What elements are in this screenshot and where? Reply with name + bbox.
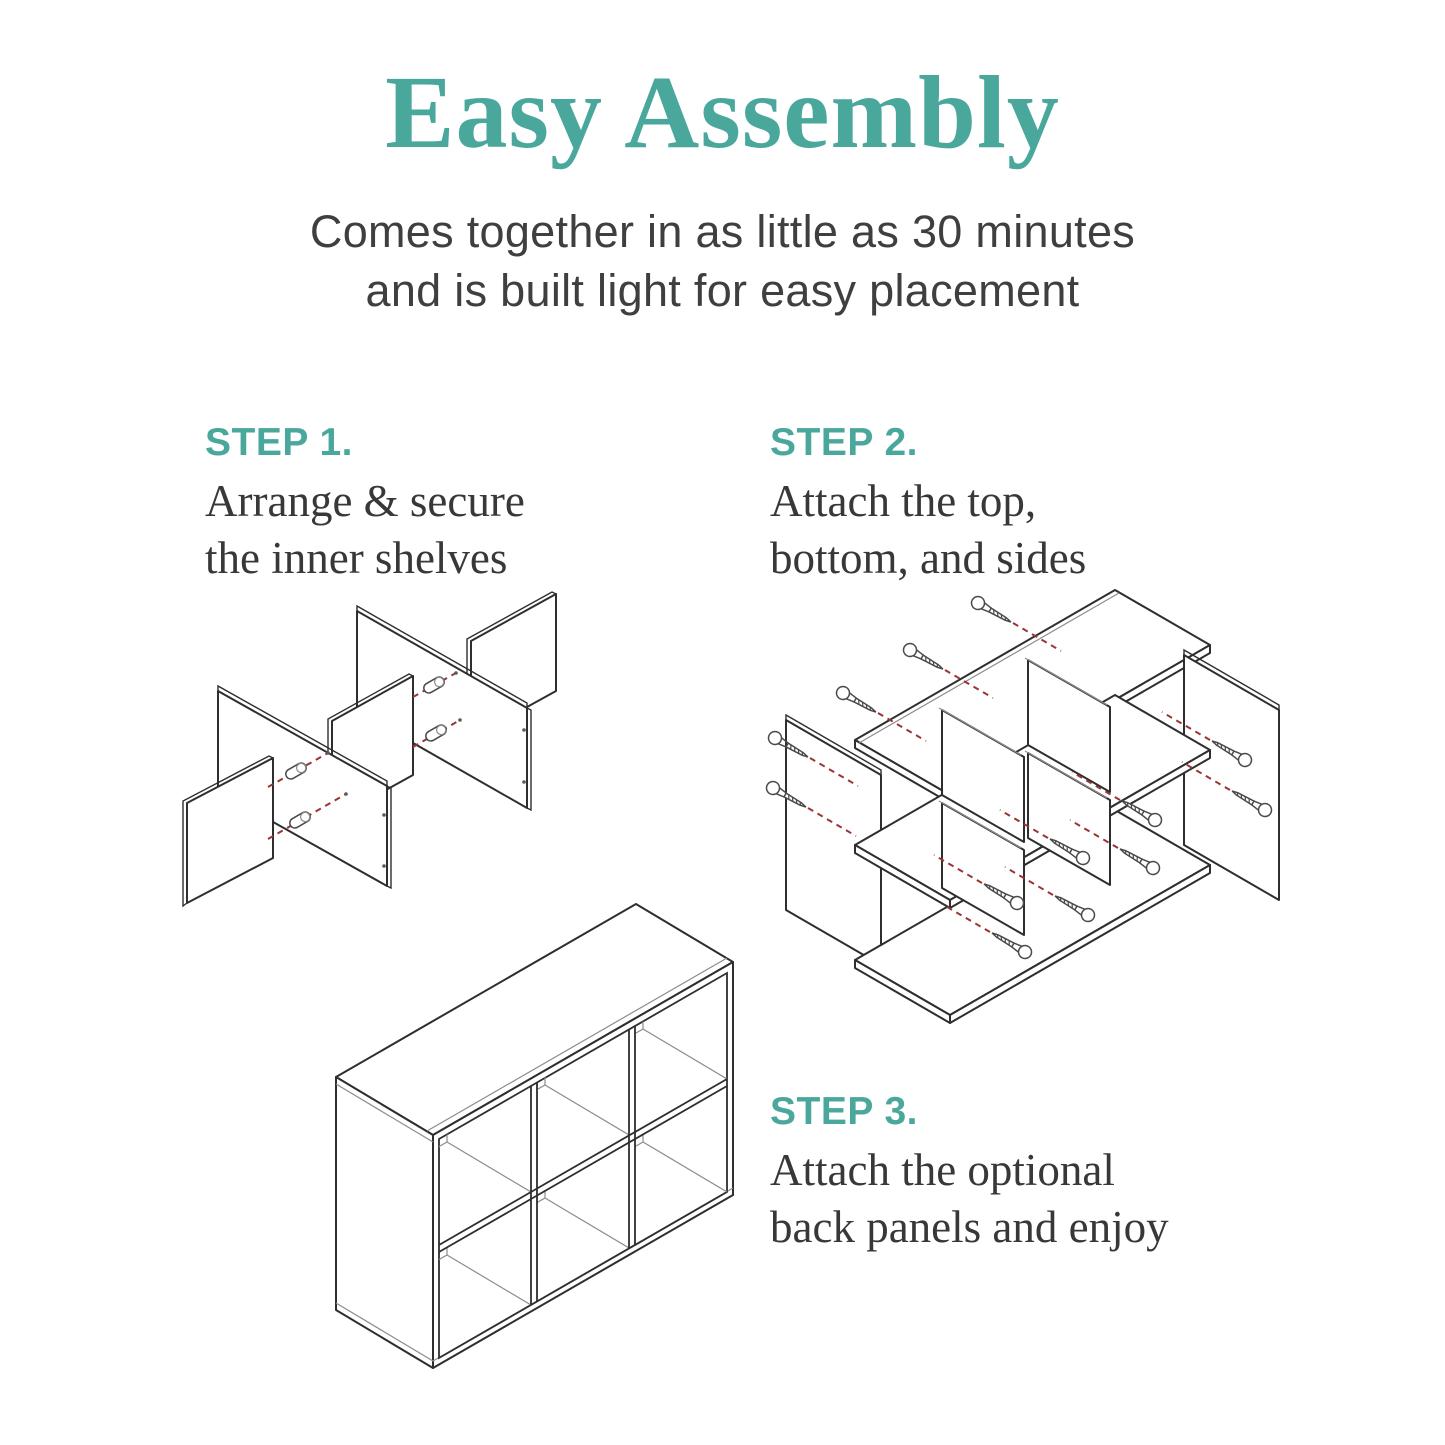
step-3-text: [770, 1142, 1169, 1256]
screw-icon: [834, 684, 879, 718]
step-2-label: STEP 2.: [770, 421, 919, 464]
step-1-label: STEP 1.: [205, 421, 354, 464]
step-3-text-line-2: back panels and enjoy: [770, 1202, 1169, 1253]
step-1-section: [205, 421, 525, 587]
page-title: Easy Assembly: [385, 55, 1060, 170]
step-2-text-line-1: Attach the top,: [770, 476, 1037, 526]
step-1-text-line-2: the inner shelves: [205, 533, 508, 584]
subtitle-line-2: and is built light for easy placement: [365, 265, 1080, 317]
subtitle: [0, 202, 1445, 321]
screw-icon: [969, 594, 1014, 628]
screw-icon: [901, 641, 946, 675]
inner-shelf-panels: [183, 592, 556, 906]
step-2-text-line-2: bottom, and sides: [770, 533, 1087, 584]
step-3-label: STEP 3.: [770, 1090, 919, 1133]
step-3-diagram: [330, 895, 750, 1385]
cube-organizer: [336, 904, 733, 1368]
step-1-text: [205, 473, 525, 587]
subtitle-line-1: Comes together in as little as 30 minutes: [309, 206, 1136, 257]
step-1-text-line-1: Arrange & secure: [205, 476, 525, 526]
step-3-section: [770, 1090, 1169, 1256]
step-2-diagram: [745, 560, 1345, 1028]
step-3-text-line-1: Attach the optional: [770, 1145, 1115, 1195]
